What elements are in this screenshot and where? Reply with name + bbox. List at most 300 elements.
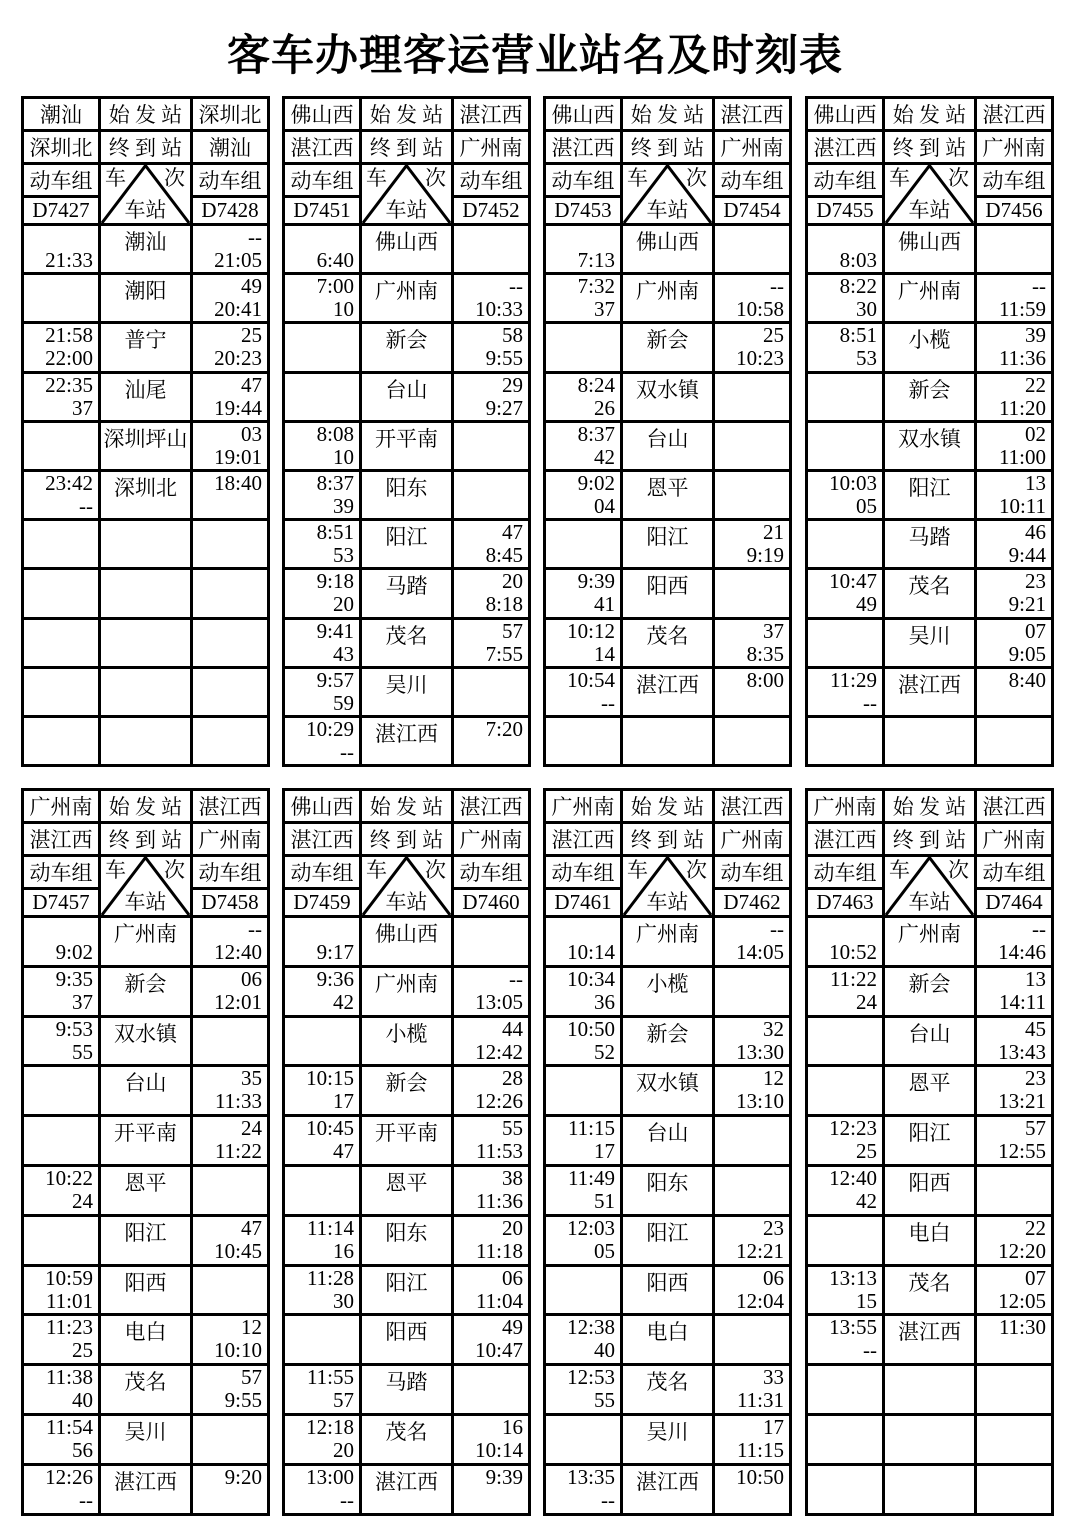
left-train-times-cell <box>284 520 361 569</box>
destination-row <box>23 131 269 164</box>
left-train-times-cell <box>807 1215 884 1265</box>
right-train-arrival-time: 8:35 <box>746 641 784 666</box>
left-train-departure-time: 53 <box>856 346 877 371</box>
right-train-times-cell <box>976 1165 1053 1215</box>
right-train-arrival-time <box>715 692 789 715</box>
train-number-station-diagonal-cell <box>884 856 976 917</box>
left-train-times-cell <box>23 618 100 667</box>
timetable-row <box>545 520 791 569</box>
right-train-departure-time: -- <box>1032 274 1046 299</box>
right-train-departure-time: -- <box>509 966 523 991</box>
station-name-cell: 广州南 <box>622 917 714 967</box>
station-name-cell: 阳西 <box>884 1165 976 1215</box>
timetable-row <box>284 1265 530 1315</box>
destination-row <box>284 131 530 164</box>
right-train-departure-time: 22 <box>1025 372 1046 397</box>
timetable-row <box>23 274 269 323</box>
right-train-departure-time: -- <box>770 917 784 941</box>
left-train-departure-time: -- <box>79 493 93 518</box>
left-train-departure-time: 40 <box>594 1338 615 1363</box>
left-train-times-cell <box>284 667 361 716</box>
right-train-departure-time: 20 <box>502 569 523 594</box>
right-origin-station: 湛江西 <box>714 790 791 823</box>
right-destination-station: 广州南 <box>453 823 530 856</box>
right-train-arrival-time: 9:21 <box>1008 592 1046 617</box>
right-train-arrival-time: 12:42 <box>475 1039 523 1064</box>
left-train-departure-time: 15 <box>856 1288 877 1313</box>
left-destination-station: 湛江西 <box>284 131 361 164</box>
right-train-departure-time <box>193 570 267 593</box>
timetable-row <box>23 1464 269 1514</box>
right-train-times-cell <box>976 225 1053 274</box>
right-train-departure-time: 49 <box>241 274 262 299</box>
left-train-arrival-time: 8:37 <box>577 421 615 446</box>
right-train-times-cell <box>192 421 269 470</box>
left-train-departure-time: -- <box>601 690 615 715</box>
right-train-departure-time: 07 <box>1025 618 1046 643</box>
right-origin-station: 深圳北 <box>192 98 269 131</box>
origin-label: 始 发 站 <box>884 790 976 823</box>
timetable <box>282 788 531 1516</box>
right-train-unit-label: 动车组 <box>192 856 269 889</box>
left-train-arrival-time: 10:54 <box>567 667 615 692</box>
right-train-arrival-time: 14:05 <box>736 940 784 964</box>
right-train-departure-time: 13 <box>1025 966 1046 991</box>
right-train-arrival-time <box>193 593 267 616</box>
origin-row <box>807 790 1053 823</box>
station-name-cell <box>100 716 192 765</box>
left-train-times-cell <box>284 274 361 323</box>
left-train-times-cell <box>23 1165 100 1215</box>
right-train-departure-time <box>715 472 789 495</box>
right-destination-station: 广州南 <box>714 823 791 856</box>
left-train-arrival-time: 9:02 <box>577 470 615 495</box>
right-train-arrival-time: 11:18 <box>475 1238 523 1263</box>
right-train-arrival-time: 20:23 <box>214 346 262 371</box>
timetable-row <box>284 1116 530 1166</box>
left-train-arrival-time <box>24 423 98 446</box>
origin-row <box>23 790 269 823</box>
train-number-station-diagonal-cell <box>361 856 453 917</box>
right-train-times-cell <box>976 1365 1053 1415</box>
timetable-row <box>284 372 530 421</box>
right-train-times-cell <box>192 716 269 765</box>
timetable-row <box>807 618 1053 667</box>
timetable-row <box>23 225 269 274</box>
left-train-departure-time <box>285 1041 359 1064</box>
left-origin-station: 广州南 <box>23 790 100 823</box>
station-name-cell: 广州南 <box>884 274 976 323</box>
station-name-cell: 开平南 <box>361 1116 453 1166</box>
left-train-departure-time <box>546 1290 620 1313</box>
timetable-row <box>545 1464 791 1514</box>
right-train-departure-time: 18:40 <box>214 470 262 495</box>
left-train-times-cell <box>807 323 884 372</box>
timetable-row <box>284 618 530 667</box>
left-train-arrival-time <box>285 374 359 397</box>
station-name-cell: 马踏 <box>361 569 453 618</box>
right-origin-station: 湛江西 <box>192 790 269 823</box>
right-train-times-cell <box>714 372 791 421</box>
left-train-arrival-time: 23:42 <box>45 470 93 495</box>
left-destination-station: 湛江西 <box>545 823 622 856</box>
station-name-cell: 深圳坪山 <box>100 421 192 470</box>
left-train-departure-time: 22:00 <box>45 346 93 371</box>
left-train-departure-time <box>24 593 98 616</box>
right-train-departure-time: 55 <box>502 1116 523 1141</box>
timetable-row <box>807 520 1053 569</box>
left-train-times-cell <box>807 667 884 716</box>
right-train-departure-time: 37 <box>763 618 784 643</box>
right-train-times-cell <box>714 520 791 569</box>
right-train-arrival-time: 14:11 <box>998 989 1046 1014</box>
left-train-number: D7457 <box>23 889 100 917</box>
left-train-times-cell <box>23 323 100 372</box>
station-name-cell: 电白 <box>884 1215 976 1265</box>
station-name-cell: 茂名 <box>622 618 714 667</box>
right-train-departure-time: 23 <box>763 1215 784 1240</box>
left-train-times-cell <box>23 1116 100 1166</box>
station-name-cell: 茂名 <box>884 569 976 618</box>
right-train-arrival-time: 11:22 <box>214 1139 262 1164</box>
right-train-times-cell <box>976 1464 1053 1514</box>
right-train-departure-time: 46 <box>1025 520 1046 545</box>
station-name-cell: 广州南 <box>100 917 192 967</box>
left-train-departure-time: 16 <box>333 1238 354 1263</box>
left-train-departure-time <box>808 1240 882 1263</box>
left-train-times-cell <box>284 618 361 667</box>
station-name-cell: 广州南 <box>361 966 453 1016</box>
left-train-arrival-time <box>24 918 98 941</box>
right-train-arrival-time: 19:44 <box>214 395 262 420</box>
left-train-arrival-time: 10:34 <box>567 966 615 991</box>
train-char-label: 车 <box>366 858 387 882</box>
train-char-label: 车 <box>889 166 910 190</box>
station-name-cell: 恩平 <box>622 470 714 519</box>
left-train-departure-time <box>24 1140 98 1163</box>
destination-row <box>807 823 1053 856</box>
timetable-row <box>545 1315 791 1365</box>
station-name-cell: 吴川 <box>100 1414 192 1464</box>
right-train-departure-time <box>454 472 528 495</box>
right-train-arrival-time: 12:01 <box>214 989 262 1014</box>
right-train-departure-time: 21 <box>763 520 784 545</box>
right-train-times-cell <box>192 1165 269 1215</box>
left-train-arrival-time: 10:45 <box>306 1116 354 1141</box>
left-train-arrival-time <box>285 1167 359 1190</box>
left-train-arrival-time: 9:39 <box>577 569 615 594</box>
left-train-arrival-time <box>285 1018 359 1041</box>
timetable-row <box>807 1215 1053 1265</box>
right-train-arrival-time: 10:33 <box>475 297 523 322</box>
right-train-times-cell <box>192 470 269 519</box>
left-train-times-cell <box>807 470 884 519</box>
left-train-times-cell <box>23 1016 100 1066</box>
station-name-cell: 阳西 <box>361 1315 453 1365</box>
right-train-arrival-time: 9:27 <box>485 395 523 420</box>
timetable-row <box>807 917 1053 967</box>
right-train-arrival-time: 10:47 <box>475 1338 523 1363</box>
left-train-departure-time: -- <box>863 690 877 715</box>
timetable-row <box>284 667 530 716</box>
right-train-departure-time <box>977 1466 1051 1489</box>
timetable-row <box>545 618 791 667</box>
left-train-departure-time: 30 <box>333 1288 354 1313</box>
right-train-arrival-time: 11:00 <box>998 444 1046 469</box>
station-name-cell: 深圳北 <box>100 470 192 519</box>
left-train-departure-time <box>808 397 882 420</box>
timetable-row <box>545 1116 791 1166</box>
left-train-times-cell <box>23 1365 100 1415</box>
left-origin-station: 潮汕 <box>23 98 100 131</box>
left-train-arrival-time: 7:32 <box>577 274 615 299</box>
right-train-arrival-time <box>977 1389 1051 1412</box>
timetable-row <box>284 1414 530 1464</box>
left-train-times-cell <box>284 1066 361 1116</box>
left-train-unit-label: 动车组 <box>807 856 884 889</box>
right-train-arrival-time: 8:45 <box>485 543 523 568</box>
station-name-cell: 电白 <box>100 1315 192 1365</box>
timetable-row <box>23 716 269 765</box>
left-train-times-cell <box>545 1165 622 1215</box>
left-train-departure-time: 53 <box>333 543 354 568</box>
timetable-row <box>23 323 269 372</box>
left-train-departure-time: 17 <box>333 1089 354 1114</box>
left-train-departure-time <box>285 1339 359 1362</box>
station-name-cell: 台山 <box>361 372 453 421</box>
station-name-cell: 阳东 <box>361 1215 453 1265</box>
left-train-departure-time: 24 <box>72 1188 93 1213</box>
timetable-row <box>284 520 530 569</box>
right-train-departure-time: 25 <box>763 323 784 348</box>
left-train-times-cell <box>284 966 361 1016</box>
left-train-arrival-time: 10:50 <box>567 1016 615 1041</box>
right-train-arrival-time <box>193 495 267 518</box>
right-destination-station: 广州南 <box>976 131 1053 164</box>
right-train-arrival-time: 12:40 <box>214 940 262 964</box>
left-train-departure-time <box>24 741 98 764</box>
right-train-times-cell <box>453 1116 530 1166</box>
left-train-departure-time: 25 <box>856 1139 877 1164</box>
right-train-departure-time <box>193 521 267 544</box>
right-train-arrival-time <box>977 1190 1051 1213</box>
right-train-times-cell <box>453 618 530 667</box>
origin-label: 始 发 站 <box>884 98 976 131</box>
left-train-departure-time: 51 <box>594 1188 615 1213</box>
right-train-departure-time: 20 <box>502 1215 523 1240</box>
left-train-times-cell <box>545 323 622 372</box>
left-train-departure-time: 11:01 <box>45 1288 93 1313</box>
left-train-departure-time: 10 <box>333 297 354 322</box>
origin-row <box>545 98 791 131</box>
train-unit-row <box>284 164 530 197</box>
right-train-times-cell <box>453 1016 530 1066</box>
right-train-arrival-time <box>715 1190 789 1213</box>
train-char-label: 车 <box>366 166 387 190</box>
timetable-row <box>284 225 530 274</box>
left-destination-station: 湛江西 <box>284 823 361 856</box>
timetable-row <box>23 1066 269 1116</box>
station-name-cell: 阳西 <box>100 1265 192 1315</box>
right-train-arrival-time: 11:33 <box>214 1089 262 1114</box>
station-header-label: 车站 <box>646 198 689 222</box>
left-train-times-cell <box>284 1016 361 1066</box>
station-name-cell: 双水镇 <box>884 421 976 470</box>
right-train-arrival-time <box>977 692 1051 715</box>
right-train-times-cell <box>192 618 269 667</box>
timetable-row <box>807 1365 1053 1415</box>
right-train-times-cell <box>714 1315 791 1365</box>
left-train-departure-time: 36 <box>594 989 615 1014</box>
right-train-departure-time: 23 <box>1025 1066 1046 1091</box>
timetable <box>282 96 531 767</box>
timetable-row <box>807 667 1053 716</box>
left-train-arrival-time <box>808 1416 882 1439</box>
left-train-departure-time: 04 <box>594 493 615 518</box>
left-train-departure-time <box>808 446 882 469</box>
left-train-departure-time: 24 <box>856 989 877 1014</box>
right-train-arrival-time: 10:58 <box>736 297 784 322</box>
right-train-times-cell <box>976 323 1053 372</box>
right-train-times-cell <box>976 1215 1053 1265</box>
left-train-times-cell <box>545 1464 622 1514</box>
station-name-cell <box>884 716 976 765</box>
right-train-departure-time: 57 <box>1025 1116 1046 1141</box>
timetable-row <box>284 716 530 765</box>
left-train-unit-label: 动车组 <box>545 856 622 889</box>
right-train-arrival-time: 10:23 <box>736 346 784 371</box>
right-train-arrival-time <box>454 495 528 518</box>
left-train-departure-time: 30 <box>856 297 877 322</box>
left-train-unit-label: 动车组 <box>545 164 622 197</box>
right-train-times-cell <box>976 1066 1053 1116</box>
left-train-departure-time: 05 <box>594 1238 615 1263</box>
timetable-row <box>23 1215 269 1265</box>
left-train-times-cell <box>284 421 361 470</box>
right-destination-station: 广州南 <box>714 131 791 164</box>
left-train-number: D7463 <box>807 889 884 917</box>
left-train-times-cell <box>23 569 100 618</box>
timetable-row <box>284 917 530 967</box>
timetable-row <box>284 1315 530 1365</box>
timetable-row <box>284 1066 530 1116</box>
timetable-row <box>23 1414 269 1464</box>
train-char-label: 车 <box>105 858 126 882</box>
left-train-unit-label: 动车组 <box>284 856 361 889</box>
right-train-times-cell <box>976 470 1053 519</box>
right-train-times-cell <box>714 1414 791 1464</box>
left-train-departure-time: 41 <box>594 592 615 617</box>
station-name-cell: 新会 <box>884 966 976 1016</box>
right-train-departure-time <box>977 1416 1051 1439</box>
left-train-arrival-time: 9:53 <box>55 1016 93 1041</box>
right-train-number: D7454 <box>714 197 791 225</box>
right-train-arrival-time: 12:26 <box>475 1089 523 1114</box>
station-name-cell: 双水镇 <box>100 1016 192 1066</box>
right-train-times-cell <box>453 1315 530 1365</box>
right-train-arrival-time: 12:21 <box>736 1238 784 1263</box>
left-train-departure-time: 55 <box>594 1388 615 1413</box>
left-train-arrival-time: 13:55 <box>829 1315 877 1340</box>
left-train-arrival-time <box>24 1067 98 1090</box>
right-train-arrival-time: 7:55 <box>485 641 523 666</box>
destination-label: 终 到 站 <box>884 823 976 856</box>
left-train-arrival-time: 12:23 <box>829 1116 877 1141</box>
right-train-arrival-time: 11:36 <box>998 346 1046 371</box>
timetable-row <box>545 716 791 765</box>
left-train-arrival-time: 11:28 <box>306 1265 354 1290</box>
station-name-cell: 潮汕 <box>100 225 192 274</box>
left-train-arrival-time: 11:14 <box>306 1215 354 1240</box>
origin-row <box>807 98 1053 131</box>
left-train-times-cell <box>284 569 361 618</box>
right-train-departure-time: -- <box>770 274 784 299</box>
left-train-arrival-time: 9:57 <box>316 667 354 692</box>
left-origin-station: 佛山西 <box>284 790 361 823</box>
right-train-arrival-time: 9:44 <box>1008 543 1046 568</box>
right-train-times-cell <box>192 1116 269 1166</box>
left-train-times-cell <box>23 225 100 274</box>
station-name-cell: 马踏 <box>361 1365 453 1415</box>
train-number-station-diagonal-cell <box>622 164 714 225</box>
right-train-times-cell <box>192 225 269 274</box>
right-train-departure-time <box>193 1416 267 1439</box>
right-train-arrival-time <box>193 643 267 666</box>
left-train-arrival-time <box>24 718 98 741</box>
timetable-row <box>545 917 791 967</box>
station-name-cell: 佛山西 <box>884 225 976 274</box>
right-train-times-cell <box>976 520 1053 569</box>
right-train-times-cell <box>976 966 1053 1016</box>
right-train-times-cell <box>453 1066 530 1116</box>
timetable-row <box>807 569 1053 618</box>
timetable-row <box>545 274 791 323</box>
right-train-departure-time: 17 <box>763 1414 784 1439</box>
train-number-station-diagonal-cell <box>100 856 192 917</box>
right-train-arrival-time: 11:04 <box>475 1288 523 1313</box>
station-name-cell: 阳江 <box>622 1215 714 1265</box>
right-train-times-cell <box>192 274 269 323</box>
right-train-unit-label: 动车组 <box>976 856 1053 889</box>
left-train-arrival-time: 8:51 <box>839 323 877 348</box>
left-train-departure-time <box>808 1389 882 1412</box>
right-train-departure-time: 45 <box>1025 1016 1046 1041</box>
left-train-times-cell <box>545 618 622 667</box>
left-train-times-cell <box>545 569 622 618</box>
right-train-arrival-time: 11:59 <box>998 297 1046 322</box>
left-train-arrival-time: 11:38 <box>45 1365 93 1390</box>
left-train-times-cell <box>807 1016 884 1066</box>
right-train-times-cell <box>976 1414 1053 1464</box>
right-train-arrival-time <box>715 495 789 518</box>
right-train-arrival-time <box>454 692 528 715</box>
right-train-times-cell <box>714 225 791 274</box>
right-train-times-cell <box>976 917 1053 967</box>
right-train-times-cell <box>714 470 791 519</box>
left-train-arrival-time <box>808 1217 882 1240</box>
left-train-departure-time: 10:14 <box>567 940 615 964</box>
left-train-arrival-time: 12:03 <box>567 1215 615 1240</box>
origin-label: 始 发 站 <box>100 98 192 131</box>
right-train-departure-time <box>715 226 789 249</box>
train-char-label: 车 <box>889 858 910 882</box>
station-name-cell: 阳江 <box>622 520 714 569</box>
right-destination-station: 广州南 <box>192 823 269 856</box>
timetable-row <box>807 323 1053 372</box>
right-train-times-cell <box>714 917 791 967</box>
left-train-departure-time: 10:52 <box>829 940 877 964</box>
timetable-row <box>284 1365 530 1415</box>
